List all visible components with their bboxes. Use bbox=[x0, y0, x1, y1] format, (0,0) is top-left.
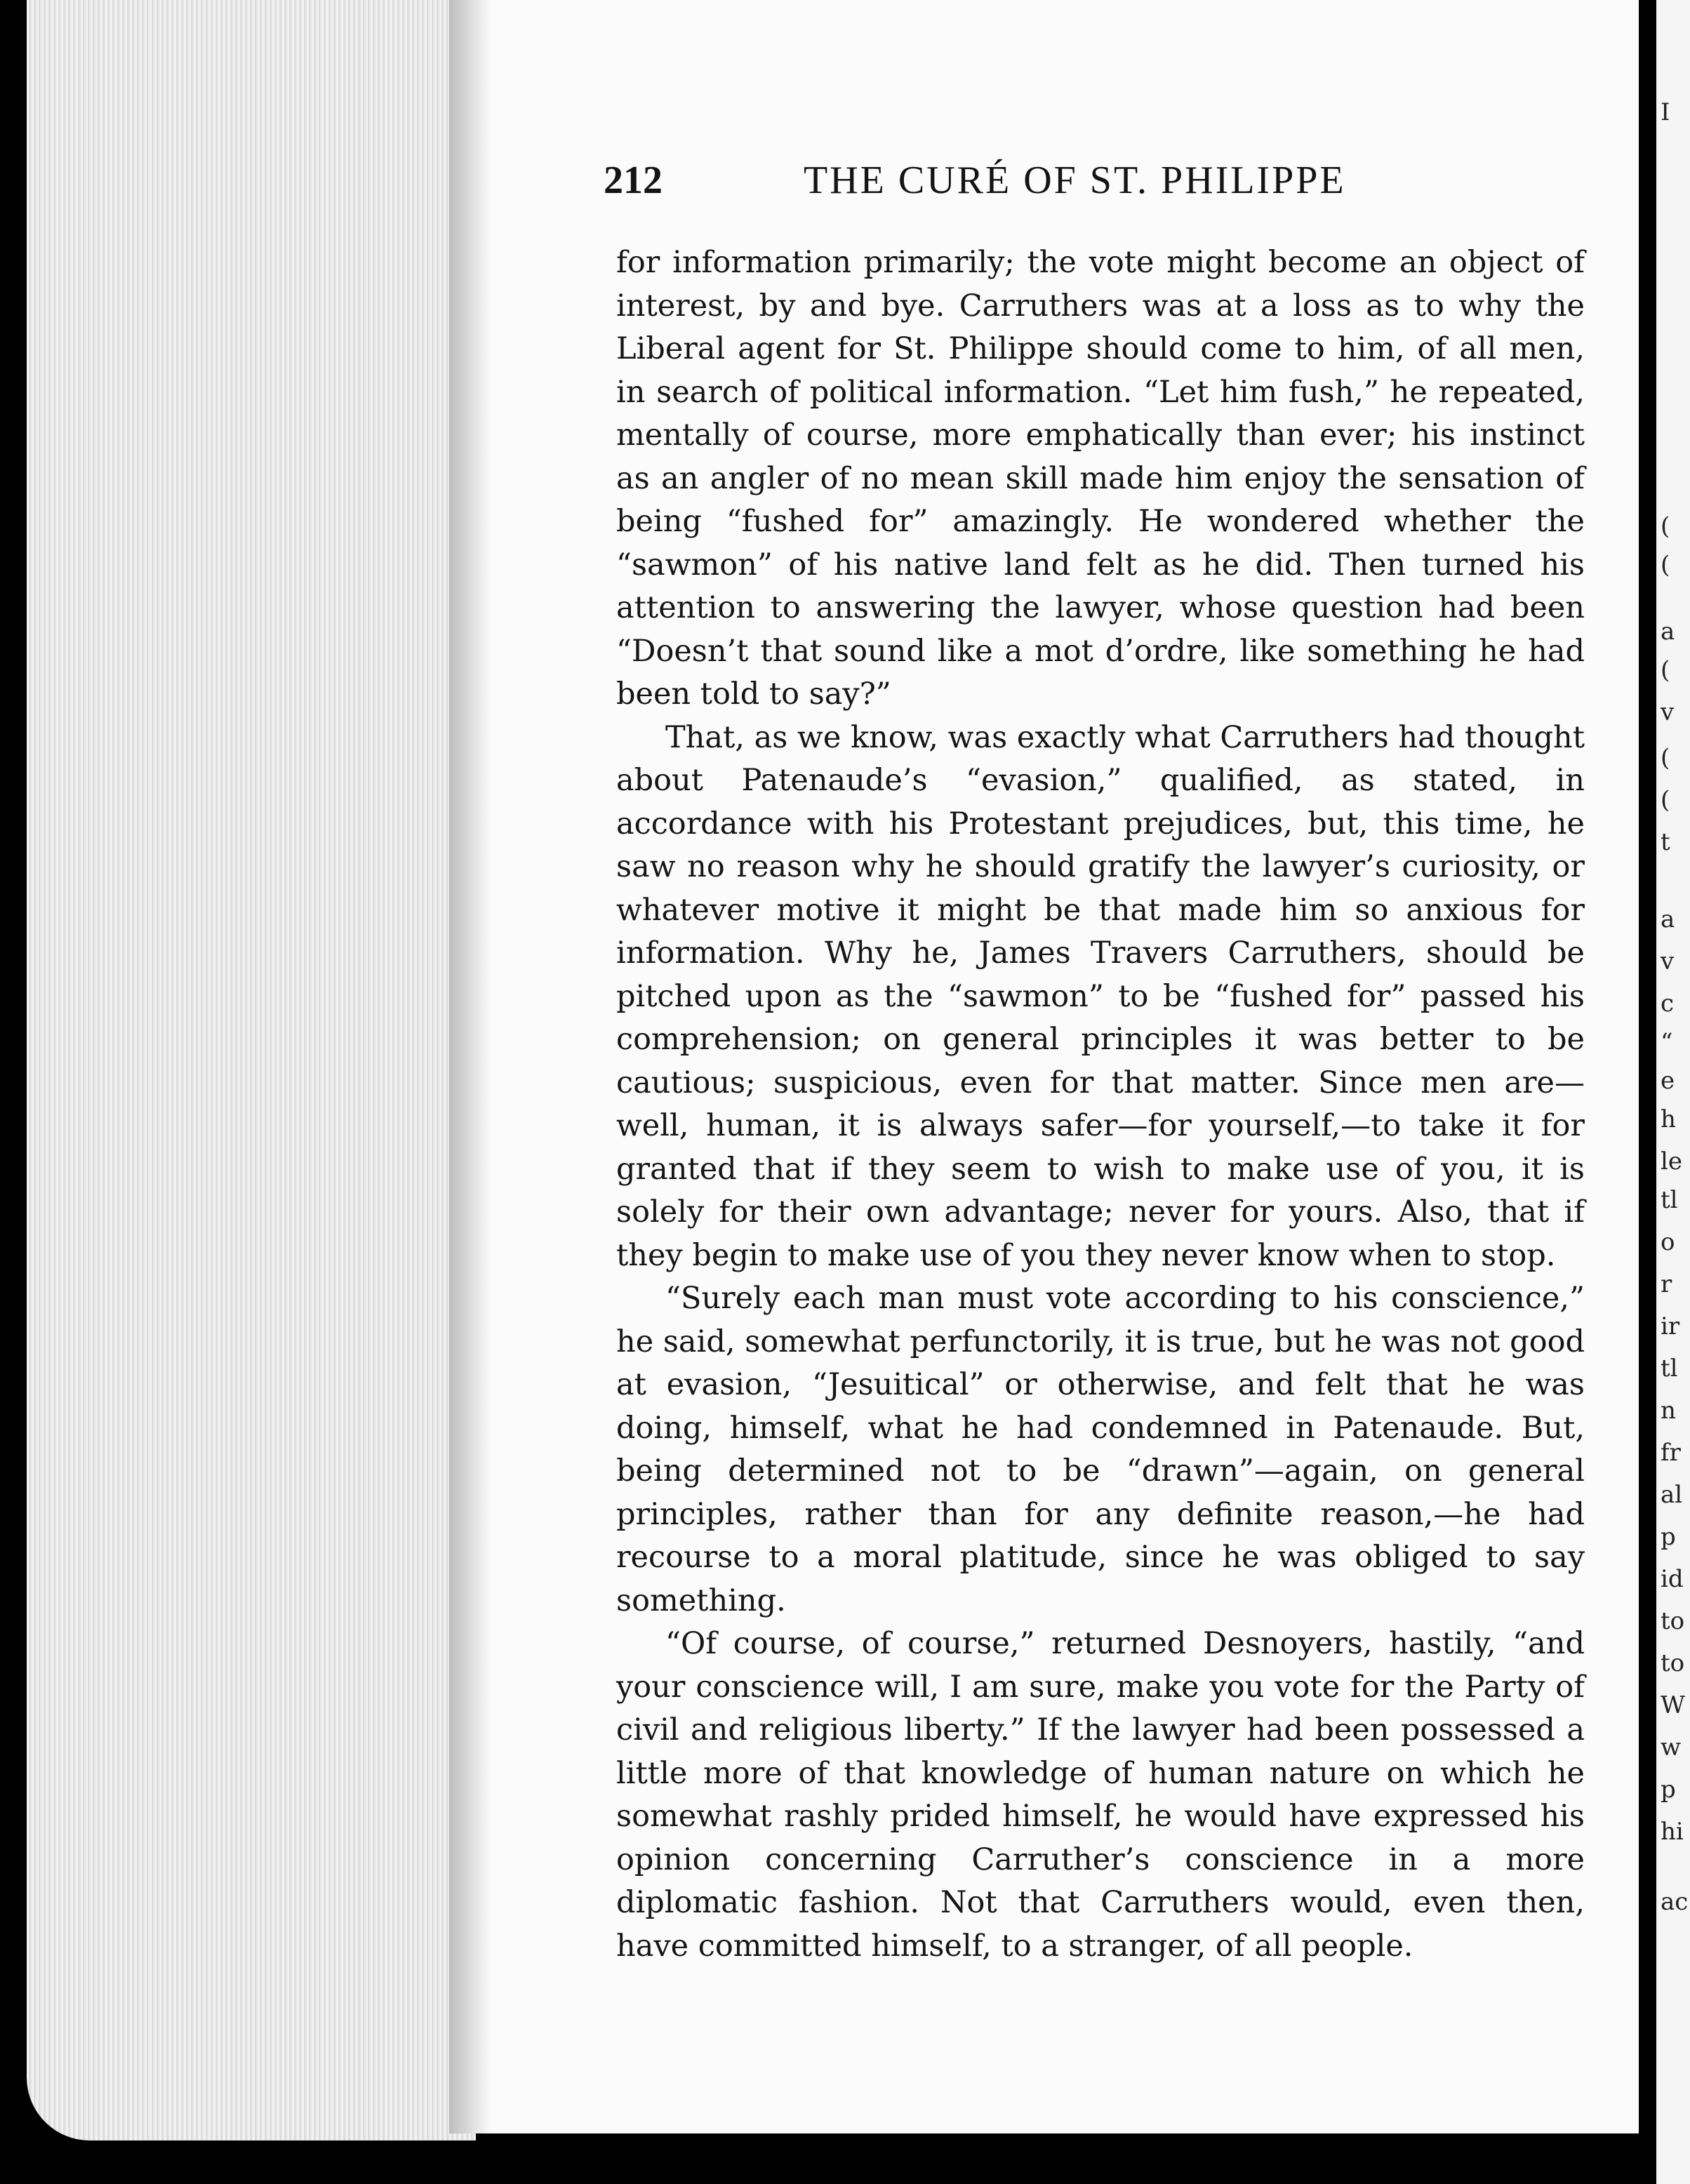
facing-page-fragment: ( bbox=[1661, 786, 1670, 814]
facing-page-fragment: v bbox=[1661, 698, 1675, 726]
facing-page-fragment: ir bbox=[1661, 1312, 1680, 1340]
facing-page-fragment: e bbox=[1661, 1067, 1675, 1095]
facing-page-fragment: o bbox=[1661, 1228, 1675, 1256]
paragraph: for information primarily; the vote might become an object of interest, by and bye. Carruthers was at a loss as to why the Liberal agent for St. Philippe should come to him, of all men, in search of political information. “Let him fush,” he repeated, mentally of course, more emphatically than ever; his instinct as an angler of no mean skill made him enjoy the sensation of being “fushed for” amazingly. He wondered whether the “sawmon” of his native land felt as he did. Then turned his attention to answering the lawyer, whose question had been “Doesn’t that sound like a mot d’ordre, like something he had been told to say?” bbox=[616, 245, 1585, 712]
running-title: THE CURÉ OF ST. PHILIPPE bbox=[804, 159, 1346, 202]
facing-page-fragment: I bbox=[1661, 98, 1670, 126]
facing-page-edge bbox=[1656, 0, 1690, 2184]
paragraph: “Surely each man must vote according to his conscience,” he said, somewhat perfunctorily, it is true, but he was not good at evasion, “Jesuitical” or otherwise, and felt that he was doing, himself, what he had condemned in Patenaude. But, being determined not to be “drawn”—again, on general principles, rather than for any definite reason,—he had recourse to a moral platitude, since he was obliged to say something. bbox=[616, 1281, 1585, 1618]
facing-page-fragment: to bbox=[1661, 1607, 1685, 1635]
facing-page-fragment: hi bbox=[1661, 1818, 1684, 1846]
facing-page-fragment: tl bbox=[1661, 1186, 1678, 1214]
facing-page-fragment: id bbox=[1661, 1565, 1684, 1593]
facing-page-fragment: n bbox=[1661, 1397, 1676, 1425]
facing-page-fragment: w bbox=[1661, 1733, 1682, 1762]
facing-page-fragment: c bbox=[1661, 990, 1675, 1018]
facing-page-fragment: r bbox=[1661, 1270, 1672, 1298]
facing-page-fragment: to bbox=[1661, 1649, 1685, 1677]
facing-page-fragment: a bbox=[1661, 618, 1675, 646]
facing-page-fragment: ac bbox=[1661, 1888, 1689, 1916]
facing-page-fragment: t bbox=[1661, 828, 1670, 856]
facing-page-fragment: ( bbox=[1661, 551, 1670, 579]
facing-page-fragment: W bbox=[1661, 1691, 1685, 1719]
facing-page-fragment: al bbox=[1661, 1481, 1683, 1509]
paragraph: “Of course, of course,” returned Desnoyers, hastily, “and your conscience will, I am sure, make you vote for the Party of civil and religious liberty.” If the lawyer had been possessed a little more of that knowledge of human nature on which he somewhat rashly prided himself, he would have expressed his opinion concerning Carruther’s conscience in a more diplomatic fashion. Not that Carruthers would, even then, have committed himself, to a stranger, of all people. bbox=[616, 1626, 1585, 1964]
facing-page-fragment: v bbox=[1661, 947, 1675, 976]
facing-page-fragment: p bbox=[1661, 1776, 1676, 1804]
facing-page-fragment: p bbox=[1661, 1523, 1676, 1551]
facing-page-fragment: ( bbox=[1661, 744, 1670, 772]
facing-page-fragment: a bbox=[1661, 905, 1675, 933]
page-edges bbox=[27, 0, 476, 2140]
spine-shadow bbox=[449, 0, 491, 2133]
paragraph: That, as we know, was exactly what Carruthers had thought about Patenaude’s “evasion,” qualified, as stated, in accordance with his Protestant prejudices, but, this time, he saw no reason why he should gratify the lawyer’s curiosity, or whatever motive it might be that made him so anxious for information. Why he, James Travers Carruthers, should be pitched upon as the “sawmon” to be “fushed for” passed his comprehension; on general principles it was better to be cautious; suspicious, even for that matter. Since men are—well, human, it is always safer—for yourself,—to take it for granted that if they seem to wish to make use of you, it is solely for their own advantage; never for yours. Also, that if they begin to make use of you they never know when to stop. bbox=[616, 719, 1585, 1273]
gutter bbox=[1639, 0, 1656, 2184]
facing-page-fragment: tl bbox=[1661, 1354, 1678, 1383]
facing-page-fragment: h bbox=[1661, 1105, 1676, 1133]
body-text bbox=[616, 241, 1585, 1968]
running-header bbox=[604, 158, 1600, 207]
facing-page-fragment: ( bbox=[1661, 656, 1670, 684]
page-number: 212 bbox=[604, 159, 663, 202]
facing-page-fragment: ( bbox=[1661, 512, 1670, 540]
facing-page-fragment: “ bbox=[1661, 1028, 1673, 1056]
facing-page-fragment: le bbox=[1661, 1147, 1682, 1176]
facing-page-fragment: fr bbox=[1661, 1439, 1681, 1467]
